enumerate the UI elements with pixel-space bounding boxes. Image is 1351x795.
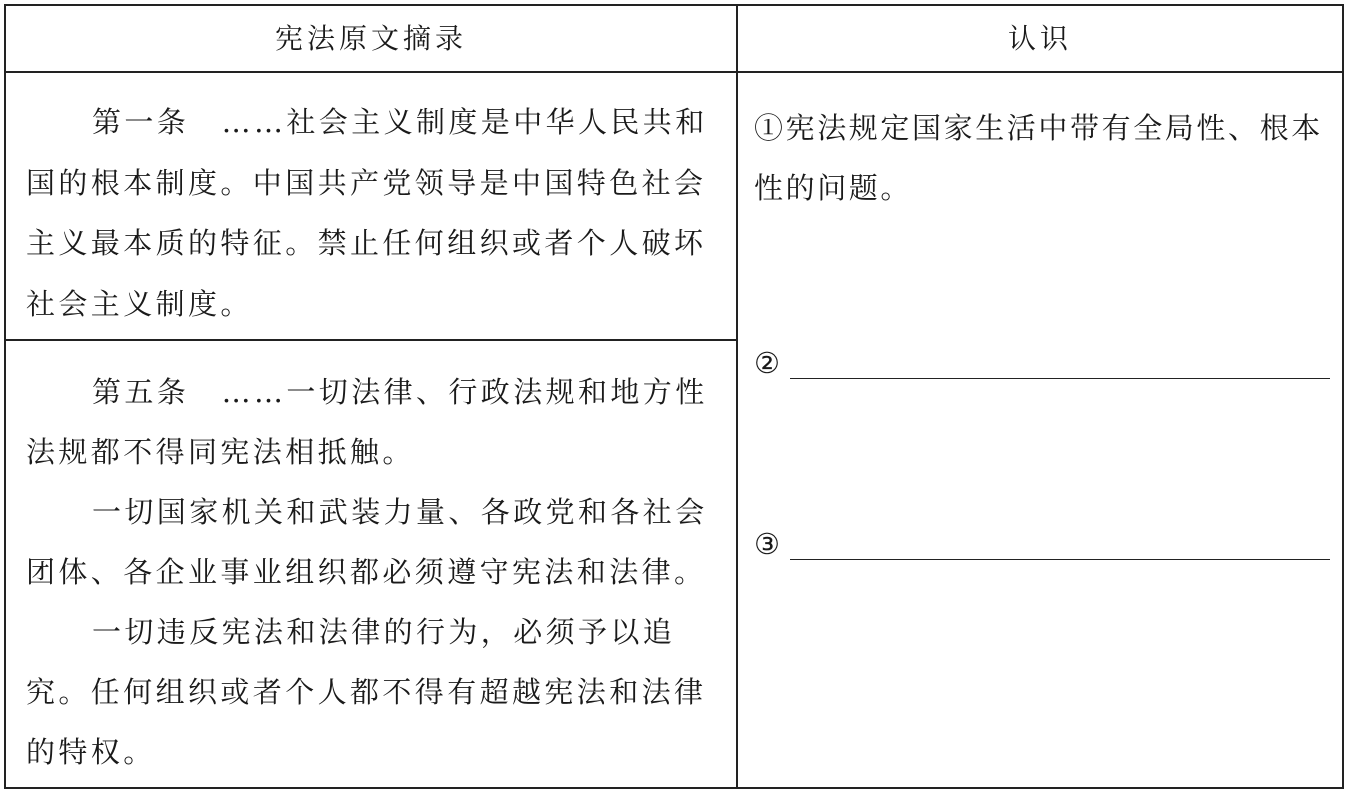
header-understanding: 认识	[1007, 22, 1072, 55]
header-divider	[6, 71, 1342, 73]
insight-number-2: ②	[754, 346, 780, 380]
article-5-paragraph: 一切违反宪法和法律的行为，必须予以追究。任何组织或者个人都不得有超越宪法和法律的特权。	[26, 615, 707, 769]
article-5-block	[26, 362, 726, 782]
header-excerpt: 宪法原文摘录	[274, 22, 467, 55]
answer-blank-3[interactable]	[790, 559, 1330, 561]
article-5-paragraph: 第五条 ……一切法律、行政法规和地方性法规都不得同宪法相抵触。	[26, 375, 708, 469]
insight-item-1: ①宪法规定国家生活中带有全局性、根本性的问题。	[754, 111, 1323, 205]
insight-item-3	[754, 524, 1334, 564]
column-divider	[736, 6, 738, 787]
article-1-text: 第一条 ……社会主义制度是中华人民共和国的根本制度。中国共产党领导是中国特色社会主义最本质的特征。禁止任何组织或者个人破坏社会主义制度。	[26, 105, 708, 321]
answer-blank-2[interactable]	[790, 378, 1330, 380]
row-divider	[6, 339, 737, 341]
article-5-paragraph: 一切国家机关和武装力量、各政党和各社会团体、各企业事业组织都必须遵守宪法和法律。	[26, 495, 708, 589]
insight-item-2	[754, 343, 1334, 383]
constitution-table	[4, 4, 1344, 789]
insight-number-3: ③	[754, 527, 780, 561]
